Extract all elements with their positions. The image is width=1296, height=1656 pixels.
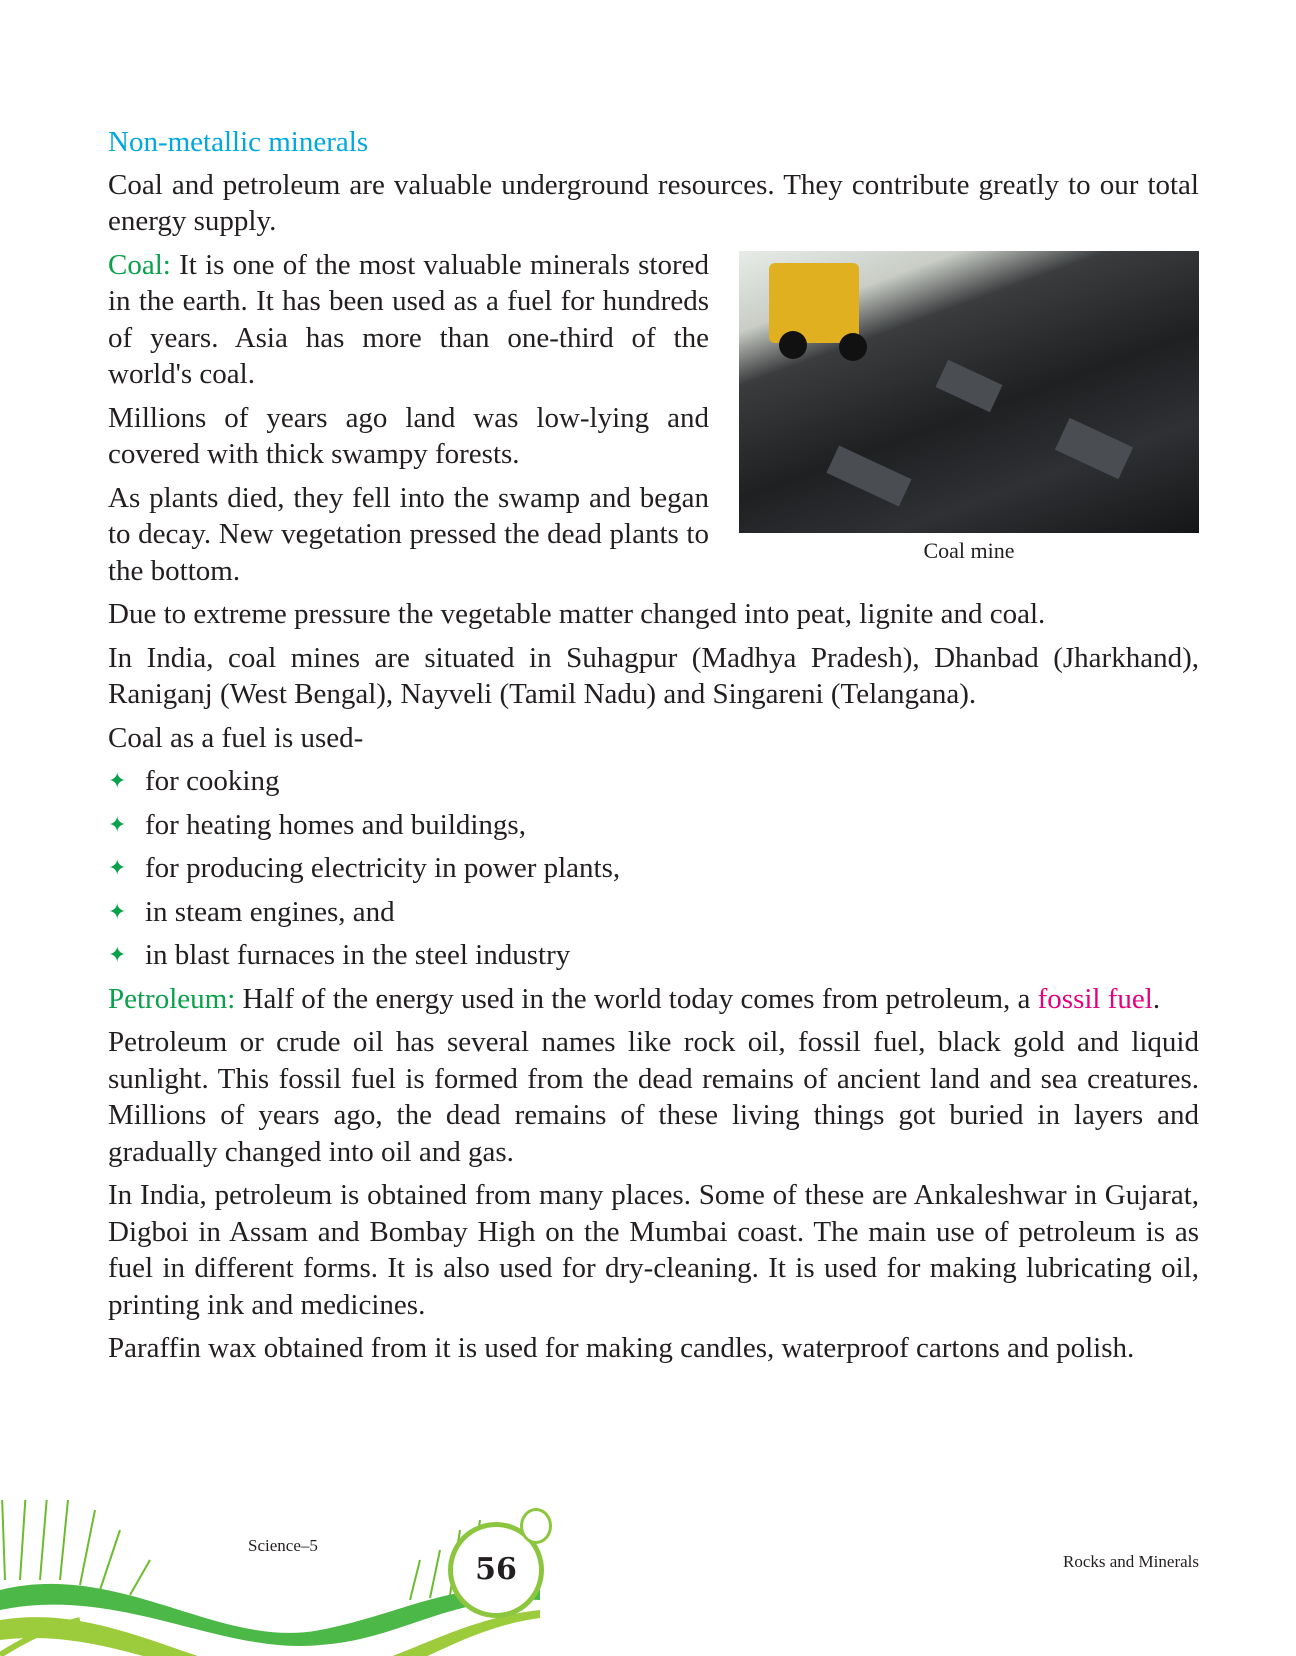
list-item: ✦ for cooking	[108, 763, 1199, 800]
petroleum-paragraph-1: Petroleum: Half of the energy used in the world today comes from petroleum, a fossil fuel.	[108, 982, 1161, 1015]
star-bullet-icon: ✦	[108, 898, 127, 924]
coal-paragraph-3: As plants died, they fell into the swamp and began to decay. New vegetation pressed the dead plants to the bottom.	[108, 481, 709, 587]
list-item: ✦ in steam engines, and	[108, 894, 1199, 931]
petroleum-paragraph-4: Paraffin wax obtained from it is used for making candles, waterproof cartons and polish.	[108, 1332, 1135, 1364]
page-number: 56	[448, 1522, 544, 1618]
chapter-title: Rocks and Minerals	[1063, 1552, 1199, 1571]
bubble-decoration	[520, 1508, 552, 1544]
page-footer	[0, 1500, 1296, 1656]
star-bullet-icon: ✦	[108, 768, 127, 793]
petroleum-paragraph-3: In India, petroleum is obtained from many places. Some of these are Ankaleshwar in Gujarat, Digboi in Assam and Bombay High on the Mumbai coast. The main use of petroleum is as fuel in different forms. It is also used for dry-cleaning. It is used for making lubricating oil, printing ink and medicines.	[108, 1179, 1199, 1321]
excavator	[769, 263, 859, 343]
page-content	[108, 124, 1199, 1374]
coal-text: It is one of the most valuable minerals stored in the earth. It has been used as a fuel for hundreds of years. Asia has more than one-third of the world's coal.	[108, 248, 709, 390]
coal-uses-list	[108, 763, 1199, 974]
coal-term: Coal:	[108, 248, 171, 281]
star-bullet-icon: ✦	[108, 942, 127, 967]
star-bullet-icon: ✦	[108, 855, 127, 880]
coal-mine-photo	[739, 251, 1199, 533]
list-item: ✦ in blast furnaces in the steel industry	[108, 937, 1199, 974]
coal-paragraph-2: Millions of years ago land was low-lying and covered with thick swampy forests.	[108, 401, 709, 470]
list-item: ✦ for producing electricity in power plants,	[108, 850, 1199, 887]
book-title: Science–5	[248, 1536, 318, 1555]
petroleum-paragraph-2: Petroleum or crude oil has several names like rock oil, fossil fuel, black gold and liquid sunlight. This fossil fuel is formed from the dead remains of ancient land and sea creatures. Millions of years ago, the dead remains of these living things got buried in layers and gradually changed into oil and gas.	[108, 1026, 1199, 1168]
petroleum-term: Petroleum:	[108, 982, 236, 1015]
coal-paragraph-5: In India, coal mines are situated in Suhagpur (Madhya Pradesh), Dhanbad (Jharkhand), Raniganj (West Bengal), Nayveli (Tamil Nadu) and Singareni (Telangana).	[108, 641, 1199, 710]
coal-mine-figure	[739, 251, 1199, 565]
coal-uses-intro: Coal as a fuel is used-	[108, 721, 364, 754]
figure-caption: Coal mine	[923, 537, 1015, 563]
star-bullet-icon: ✦	[108, 811, 127, 837]
list-item: ✦ for heating homes and buildings,	[108, 807, 1199, 844]
intro-paragraph: Coal and petroleum are valuable underground resources. They contribute greatly to our total energy supply.	[108, 168, 1199, 237]
fossil-fuel-term: fossil fuel	[1037, 982, 1153, 1015]
coal-paragraph-4: Due to extreme pressure the vegetable matter changed into peat, lignite and coal.	[108, 598, 1046, 630]
section-heading: Non-metallic minerals	[108, 126, 369, 158]
